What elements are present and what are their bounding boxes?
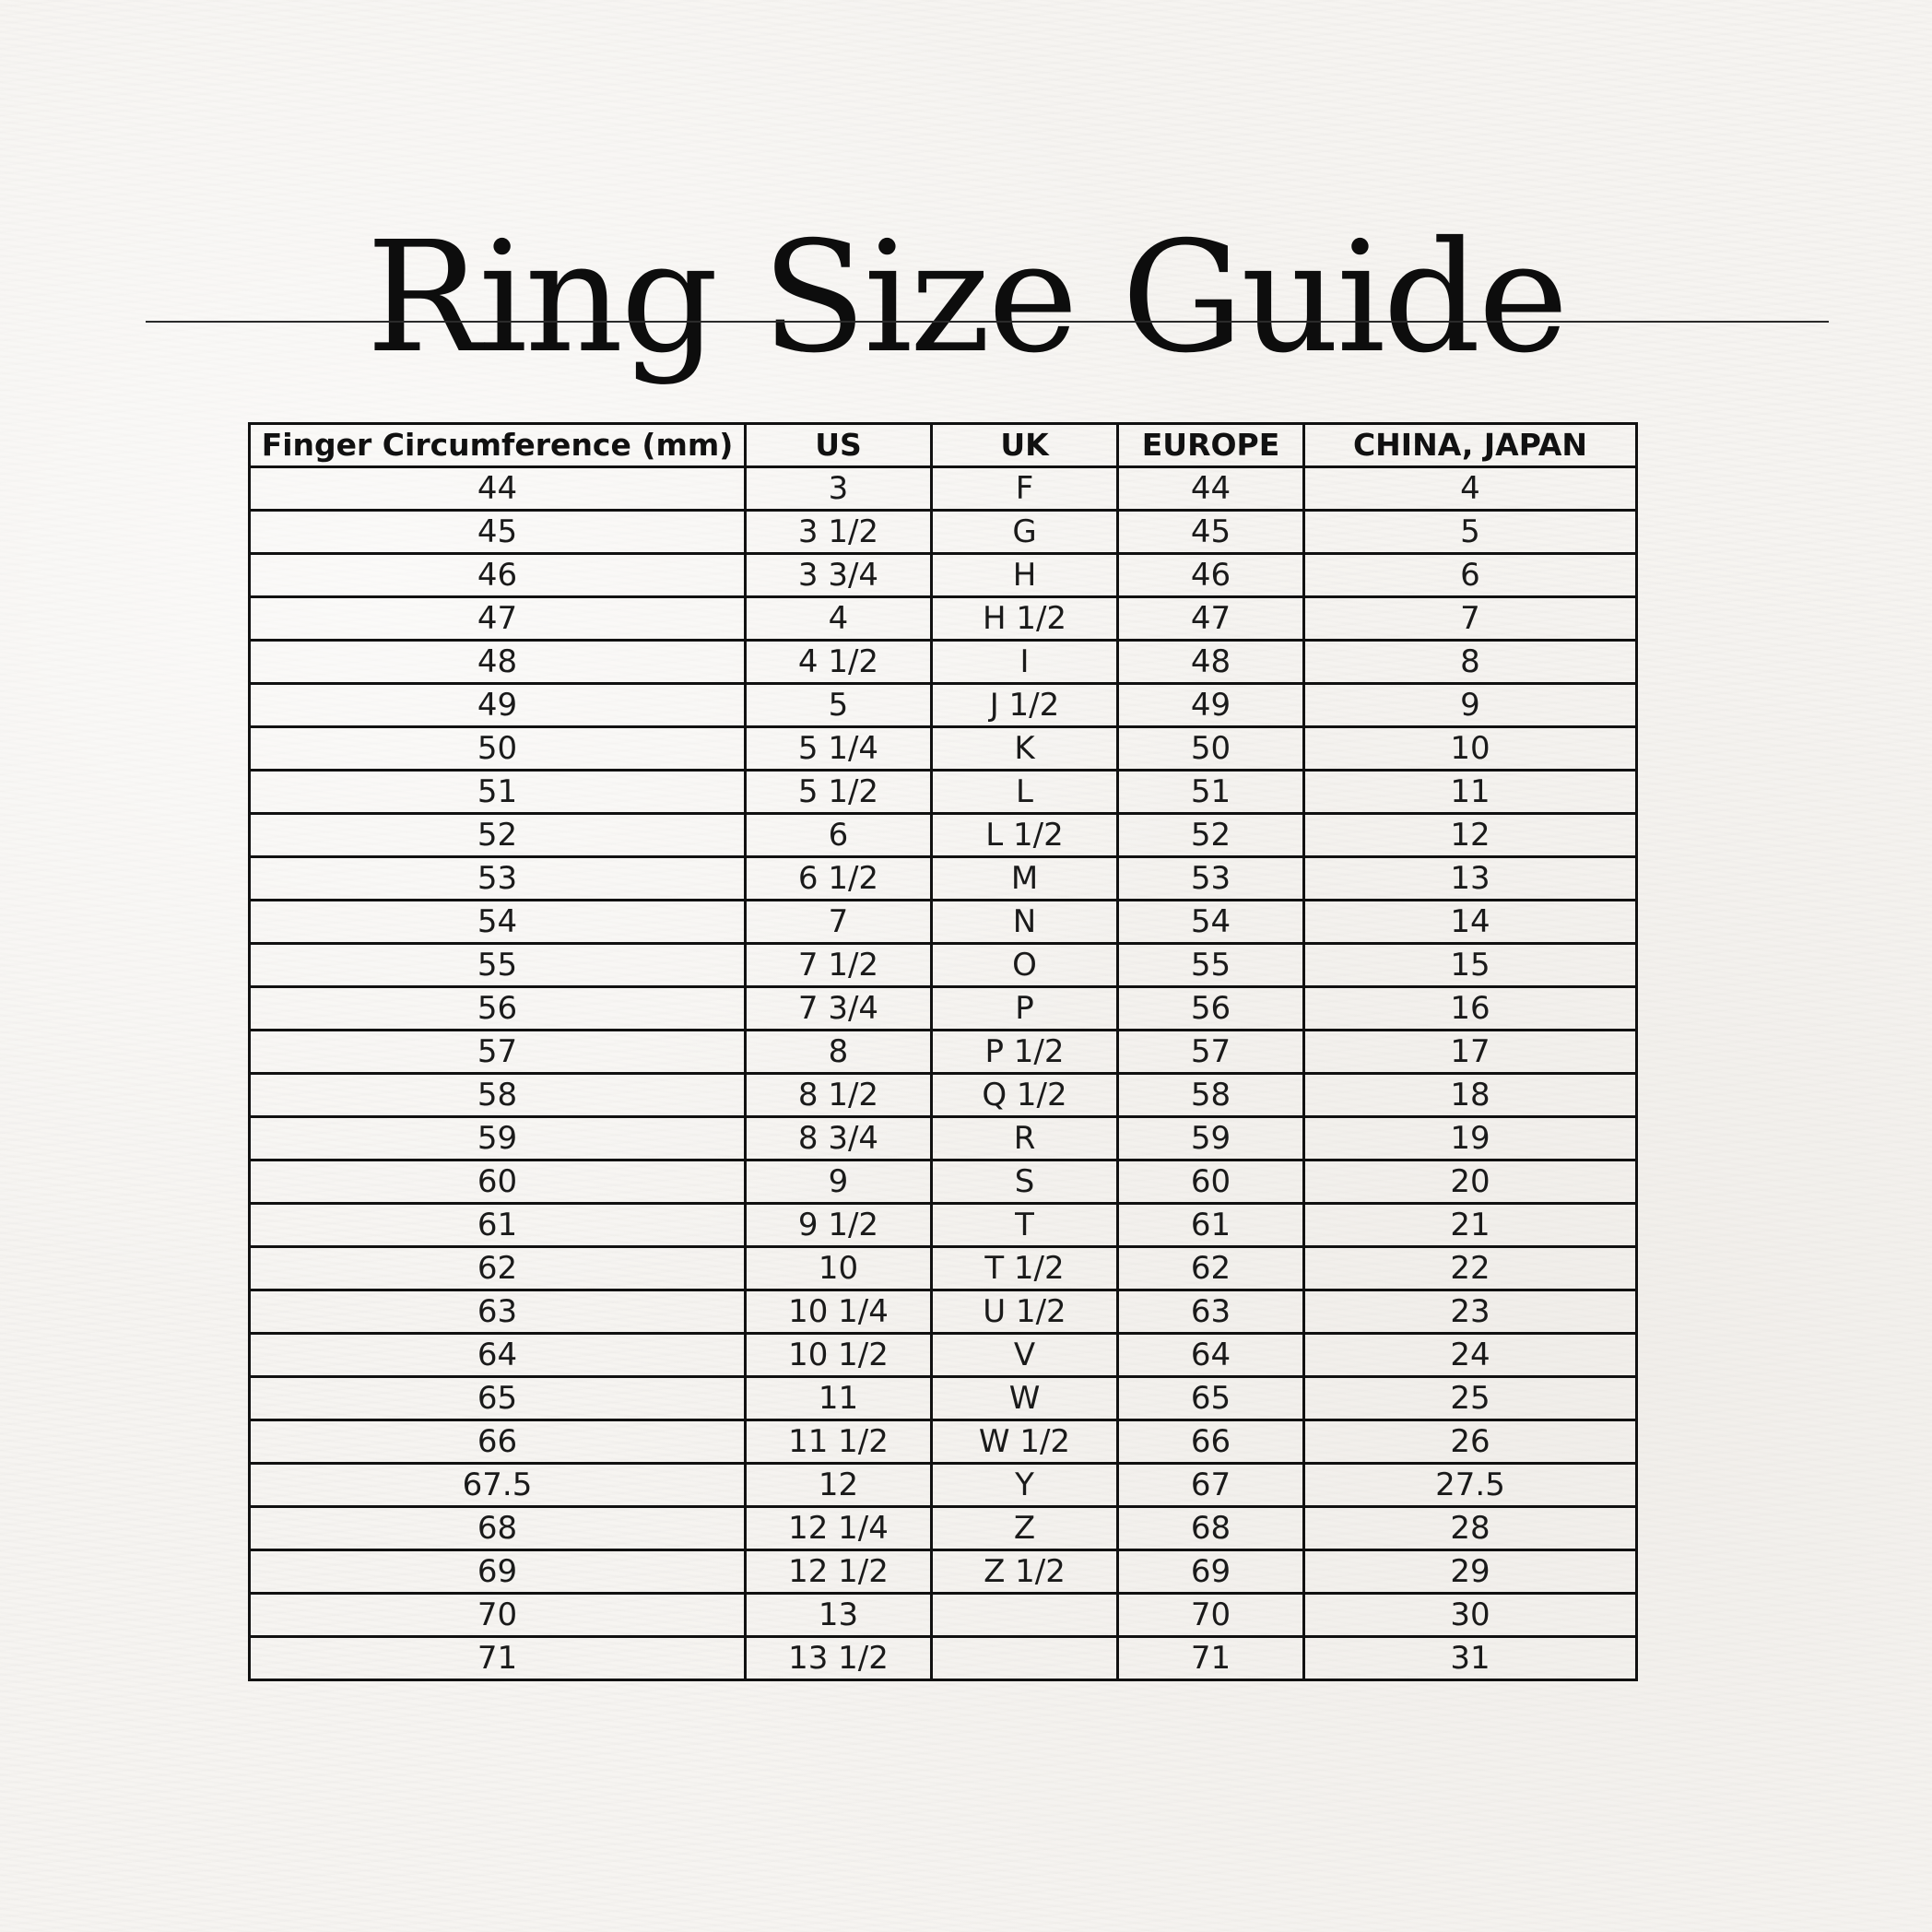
cell-china-japan: 8 — [1304, 641, 1637, 684]
cell-finger-circumference: 49 — [250, 684, 746, 727]
cell-uk — [932, 1594, 1118, 1637]
cell-uk: G — [932, 511, 1118, 554]
cell-china-japan: 20 — [1304, 1160, 1637, 1204]
table-row — [250, 467, 1637, 511]
cell-us: 5 — [746, 684, 932, 727]
cell-china-japan: 7 — [1304, 597, 1637, 641]
cell-finger-circumference: 54 — [250, 901, 746, 944]
table-row — [250, 1464, 1637, 1507]
table-row — [250, 554, 1637, 597]
cell-us: 5 1/2 — [746, 771, 932, 814]
table-row — [250, 901, 1637, 944]
cell-china-japan: 4 — [1304, 467, 1637, 511]
table-row — [250, 727, 1637, 771]
cell-europe: 68 — [1118, 1507, 1304, 1550]
table-row — [250, 944, 1637, 987]
cell-finger-circumference: 59 — [250, 1117, 746, 1160]
cell-us: 3 1/2 — [746, 511, 932, 554]
cell-us: 12 1/4 — [746, 1507, 932, 1550]
table-row — [250, 1377, 1637, 1420]
cell-china-japan: 30 — [1304, 1594, 1637, 1637]
cell-europe: 64 — [1118, 1334, 1304, 1377]
cell-finger-circumference: 62 — [250, 1247, 746, 1290]
cell-uk: S — [932, 1160, 1118, 1204]
cell-finger-circumference: 46 — [250, 554, 746, 597]
cell-finger-circumference: 71 — [250, 1637, 746, 1680]
cell-finger-circumference: 55 — [250, 944, 746, 987]
cell-europe: 67 — [1118, 1464, 1304, 1507]
cell-finger-circumference: 70 — [250, 1594, 746, 1637]
cell-uk: I — [932, 641, 1118, 684]
cell-china-japan: 6 — [1304, 554, 1637, 597]
table-header — [250, 424, 1637, 467]
cell-china-japan: 27.5 — [1304, 1464, 1637, 1507]
cell-uk: W 1/2 — [932, 1420, 1118, 1464]
cell-us: 11 — [746, 1377, 932, 1420]
table-row — [250, 987, 1637, 1031]
cell-uk: V — [932, 1334, 1118, 1377]
table-row — [250, 1074, 1637, 1117]
cell-europe: 53 — [1118, 857, 1304, 901]
table-row — [250, 641, 1637, 684]
cell-us: 9 — [746, 1160, 932, 1204]
cell-finger-circumference: 58 — [250, 1074, 746, 1117]
cell-us: 4 1/2 — [746, 641, 932, 684]
cell-us: 10 — [746, 1247, 932, 1290]
cell-europe: 71 — [1118, 1637, 1304, 1680]
cell-finger-circumference: 48 — [250, 641, 746, 684]
cell-finger-circumference: 67.5 — [250, 1464, 746, 1507]
cell-us: 10 1/2 — [746, 1334, 932, 1377]
cell-us: 13 1/2 — [746, 1637, 932, 1680]
cell-china-japan: 12 — [1304, 814, 1637, 857]
cell-finger-circumference: 65 — [250, 1377, 746, 1420]
table-row — [250, 597, 1637, 641]
cell-europe: 57 — [1118, 1031, 1304, 1074]
cell-europe: 62 — [1118, 1247, 1304, 1290]
cell-us: 11 1/2 — [746, 1420, 932, 1464]
cell-us: 9 1/2 — [746, 1204, 932, 1247]
cell-europe: 49 — [1118, 684, 1304, 727]
cell-china-japan: 24 — [1304, 1334, 1637, 1377]
cell-us: 8 3/4 — [746, 1117, 932, 1160]
title-divider — [146, 321, 1829, 323]
table-row — [250, 1550, 1637, 1594]
cell-us: 12 1/2 — [746, 1550, 932, 1594]
cell-finger-circumference: 61 — [250, 1204, 746, 1247]
cell-china-japan: 16 — [1304, 987, 1637, 1031]
cell-uk: F — [932, 467, 1118, 511]
page-title: Ring Size Guide — [366, 209, 1566, 388]
table-row — [250, 1117, 1637, 1160]
table-row — [250, 684, 1637, 727]
cell-uk: P — [932, 987, 1118, 1031]
cell-us: 6 — [746, 814, 932, 857]
cell-europe: 63 — [1118, 1290, 1304, 1334]
cell-us: 7 — [746, 901, 932, 944]
cell-us: 3 3/4 — [746, 554, 932, 597]
cell-china-japan: 18 — [1304, 1074, 1637, 1117]
table-body — [250, 467, 1637, 1680]
table-row — [250, 1290, 1637, 1334]
cell-us: 4 — [746, 597, 932, 641]
cell-europe: 46 — [1118, 554, 1304, 597]
table-row — [250, 1031, 1637, 1074]
cell-finger-circumference: 57 — [250, 1031, 746, 1074]
cell-us: 7 1/2 — [746, 944, 932, 987]
cell-europe: 60 — [1118, 1160, 1304, 1204]
cell-us: 12 — [746, 1464, 932, 1507]
cell-europe: 50 — [1118, 727, 1304, 771]
cell-us: 5 1/4 — [746, 727, 932, 771]
table-row — [250, 1507, 1637, 1550]
cell-uk: H 1/2 — [932, 597, 1118, 641]
cell-uk: W — [932, 1377, 1118, 1420]
cell-china-japan: 21 — [1304, 1204, 1637, 1247]
header-europe: EUROPE — [1118, 424, 1304, 467]
cell-europe: 70 — [1118, 1594, 1304, 1637]
cell-china-japan: 26 — [1304, 1420, 1637, 1464]
cell-uk: J 1/2 — [932, 684, 1118, 727]
cell-uk: U 1/2 — [932, 1290, 1118, 1334]
cell-uk: M — [932, 857, 1118, 901]
cell-uk: Q 1/2 — [932, 1074, 1118, 1117]
cell-china-japan: 22 — [1304, 1247, 1637, 1290]
cell-uk: Y — [932, 1464, 1118, 1507]
table-row — [250, 814, 1637, 857]
cell-uk: N — [932, 901, 1118, 944]
cell-uk: P 1/2 — [932, 1031, 1118, 1074]
cell-us: 3 — [746, 467, 932, 511]
header-finger-circumference: Finger Circumference (mm) — [250, 424, 746, 467]
table-row — [250, 1247, 1637, 1290]
cell-us: 6 1/2 — [746, 857, 932, 901]
cell-china-japan: 11 — [1304, 771, 1637, 814]
cell-finger-circumference: 45 — [250, 511, 746, 554]
cell-finger-circumference: 51 — [250, 771, 746, 814]
cell-uk: Z 1/2 — [932, 1550, 1118, 1594]
cell-finger-circumference: 63 — [250, 1290, 746, 1334]
cell-china-japan: 29 — [1304, 1550, 1637, 1594]
cell-finger-circumference: 60 — [250, 1160, 746, 1204]
cell-uk: H — [932, 554, 1118, 597]
table-row — [250, 1420, 1637, 1464]
cell-europe: 55 — [1118, 944, 1304, 987]
cell-finger-circumference: 44 — [250, 467, 746, 511]
cell-china-japan: 15 — [1304, 944, 1637, 987]
cell-europe: 65 — [1118, 1377, 1304, 1420]
cell-europe: 66 — [1118, 1420, 1304, 1464]
cell-uk: Z — [932, 1507, 1118, 1550]
cell-uk — [932, 1637, 1118, 1680]
cell-europe: 69 — [1118, 1550, 1304, 1594]
ring-size-table — [248, 422, 1638, 1681]
cell-us: 13 — [746, 1594, 932, 1637]
table-header-row — [250, 424, 1637, 467]
cell-europe: 54 — [1118, 901, 1304, 944]
cell-china-japan: 13 — [1304, 857, 1637, 901]
table-row — [250, 1204, 1637, 1247]
cell-europe: 58 — [1118, 1074, 1304, 1117]
cell-us: 8 1/2 — [746, 1074, 932, 1117]
cell-china-japan: 14 — [1304, 901, 1637, 944]
cell-uk: L — [932, 771, 1118, 814]
table-row — [250, 1160, 1637, 1204]
cell-uk: L 1/2 — [932, 814, 1118, 857]
cell-uk: T — [932, 1204, 1118, 1247]
cell-uk: O — [932, 944, 1118, 987]
cell-us: 8 — [746, 1031, 932, 1074]
cell-europe: 45 — [1118, 511, 1304, 554]
cell-finger-circumference: 69 — [250, 1550, 746, 1594]
cell-uk: R — [932, 1117, 1118, 1160]
table-row — [250, 1594, 1637, 1637]
cell-europe: 48 — [1118, 641, 1304, 684]
header-china-japan: CHINA, JAPAN — [1304, 424, 1637, 467]
cell-europe: 61 — [1118, 1204, 1304, 1247]
cell-china-japan: 28 — [1304, 1507, 1637, 1550]
cell-finger-circumference: 56 — [250, 987, 746, 1031]
cell-finger-circumference: 68 — [250, 1507, 746, 1550]
cell-europe: 52 — [1118, 814, 1304, 857]
cell-europe: 56 — [1118, 987, 1304, 1031]
cell-finger-circumference: 64 — [250, 1334, 746, 1377]
table-row — [250, 1637, 1637, 1680]
table-row — [250, 857, 1637, 901]
cell-china-japan: 31 — [1304, 1637, 1637, 1680]
cell-finger-circumference: 66 — [250, 1420, 746, 1464]
cell-china-japan: 17 — [1304, 1031, 1637, 1074]
cell-finger-circumference: 47 — [250, 597, 746, 641]
cell-uk: T 1/2 — [932, 1247, 1118, 1290]
header-uk: UK — [932, 424, 1118, 467]
cell-finger-circumference: 53 — [250, 857, 746, 901]
cell-europe: 47 — [1118, 597, 1304, 641]
table-row — [250, 771, 1637, 814]
cell-europe: 44 — [1118, 467, 1304, 511]
header-us: US — [746, 424, 932, 467]
table-row — [250, 511, 1637, 554]
cell-europe: 51 — [1118, 771, 1304, 814]
cell-finger-circumference: 52 — [250, 814, 746, 857]
cell-us: 10 1/4 — [746, 1290, 932, 1334]
cell-china-japan: 23 — [1304, 1290, 1637, 1334]
cell-china-japan: 19 — [1304, 1117, 1637, 1160]
cell-china-japan: 9 — [1304, 684, 1637, 727]
cell-china-japan: 10 — [1304, 727, 1637, 771]
cell-us: 7 3/4 — [746, 987, 932, 1031]
cell-china-japan: 5 — [1304, 511, 1637, 554]
cell-uk: K — [932, 727, 1118, 771]
cell-china-japan: 25 — [1304, 1377, 1637, 1420]
cell-finger-circumference: 50 — [250, 727, 746, 771]
table-row — [250, 1334, 1637, 1377]
cell-europe: 59 — [1118, 1117, 1304, 1160]
